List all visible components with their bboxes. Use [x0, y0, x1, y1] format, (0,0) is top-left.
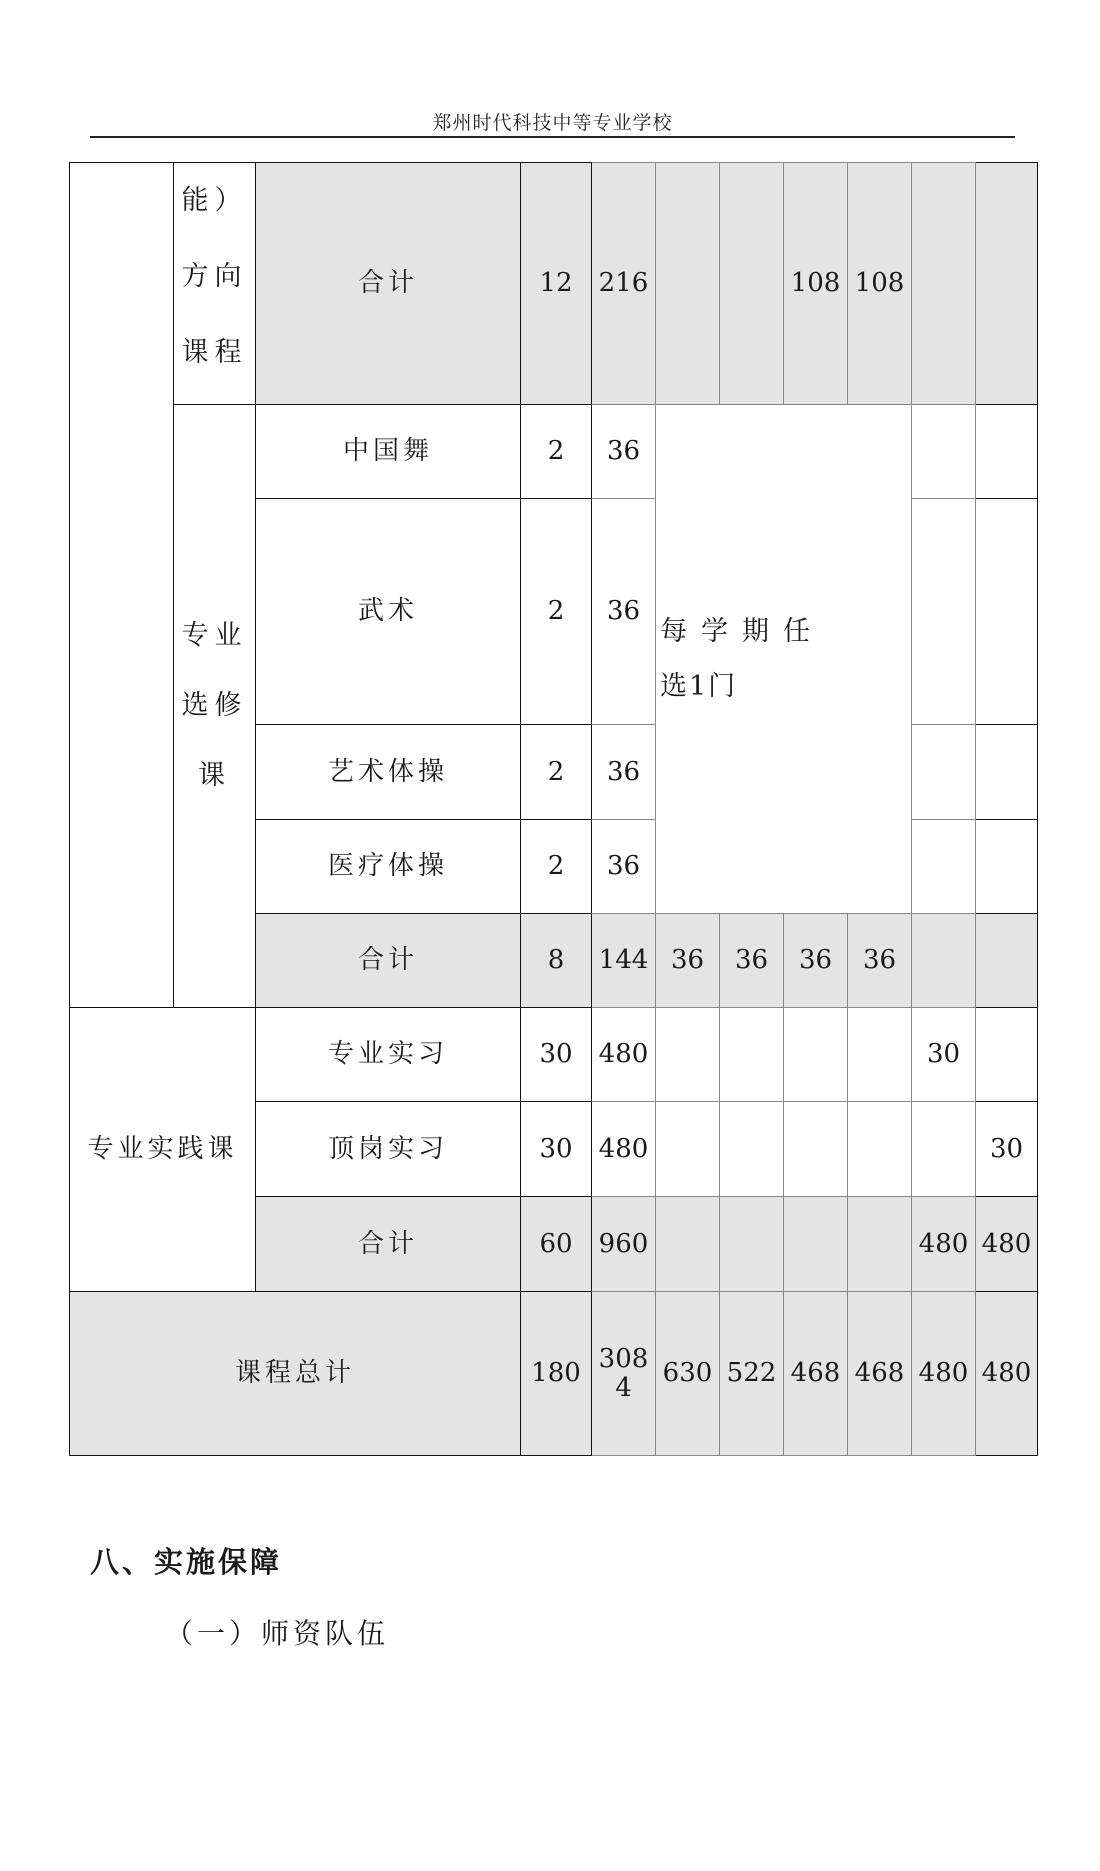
direction-label-line: 方向 — [181, 261, 248, 292]
header-rule — [90, 136, 1015, 138]
semester-5-cell — [912, 1102, 976, 1197]
course-name: 专业实习 — [256, 1008, 521, 1102]
semester-5-cell: 480 — [912, 1197, 976, 1292]
practice-label-cell: 专业实践课 — [70, 1008, 256, 1292]
credits-cell: 30 — [521, 1102, 592, 1197]
hours-cell: 36 — [592, 725, 656, 820]
semester-2-cell — [720, 1197, 784, 1292]
total-label: 合计 — [256, 163, 521, 405]
course-name: 顶岗实习 — [256, 1102, 521, 1197]
practice-course-row — [70, 1008, 1038, 1102]
direction-label-line: 课程 — [181, 337, 248, 368]
semester-4-cell: 468 — [848, 1292, 912, 1456]
semester-4-cell — [848, 1197, 912, 1292]
section-heading: 八、实施保障 — [90, 1545, 283, 1579]
elective-course-row — [70, 405, 1038, 499]
semester-5-cell: 480 — [912, 1292, 976, 1456]
elective-note-line: 选1门 — [660, 671, 738, 702]
elective-label-cell — [174, 405, 256, 1008]
semester-6-cell — [976, 1008, 1038, 1102]
credits-cell: 60 — [521, 1197, 592, 1292]
credits-cell: 2 — [521, 499, 592, 725]
semester-4-cell — [848, 1102, 912, 1197]
semester-5-cell: 30 — [912, 1008, 976, 1102]
elective-label-line: 专业 — [181, 620, 248, 651]
semester-5-cell — [912, 499, 976, 725]
semester-6-cell: 480 — [976, 1197, 1038, 1292]
page-header: 郑州时代科技中等专业学校 — [432, 112, 673, 134]
hours-cell: 480 — [592, 1008, 656, 1102]
hours-cell: 144 — [592, 914, 656, 1008]
semester-1-cell — [656, 1197, 720, 1292]
semester-3-cell — [784, 1197, 848, 1292]
total-label: 合计 — [256, 1197, 521, 1292]
semester-2-cell — [720, 163, 784, 405]
hours-line: 308 — [598, 1343, 649, 1374]
category-column-cell — [70, 163, 174, 1008]
credits-cell: 180 — [521, 1292, 592, 1456]
semester-3-cell: 108 — [784, 163, 848, 405]
semester-1-cell — [656, 1008, 720, 1102]
semester-2-cell — [720, 1102, 784, 1197]
semester-5-cell — [912, 163, 976, 405]
hours-cell — [592, 1292, 656, 1456]
semester-4-cell — [848, 1008, 912, 1102]
credits-cell: 8 — [521, 914, 592, 1008]
semester-6-cell — [976, 820, 1038, 914]
semester-2-cell — [720, 1008, 784, 1102]
semester-5-cell — [912, 914, 976, 1008]
semester-5-cell — [912, 405, 976, 499]
subsection-heading: （一）师资队伍 — [165, 1617, 390, 1650]
semester-6-cell — [976, 725, 1038, 820]
semester-4-cell: 36 — [848, 914, 912, 1008]
grand-total-row — [70, 1292, 1038, 1456]
hours-cell: 36 — [592, 499, 656, 725]
direction-total-row — [70, 163, 1038, 405]
semester-3-cell — [784, 1102, 848, 1197]
semester-3-cell: 468 — [784, 1292, 848, 1456]
semester-4-cell: 108 — [848, 163, 912, 405]
course-name: 武术 — [256, 499, 521, 725]
credits-cell: 12 — [521, 163, 592, 405]
semester-6-cell: 30 — [976, 1102, 1038, 1197]
grand-total-label: 课程总计 — [70, 1292, 521, 1456]
direction-label-line: 能） — [181, 185, 248, 216]
hours-line: 4 — [615, 1372, 632, 1403]
credits-cell: 2 — [521, 725, 592, 820]
elective-note-line: 每学期任 — [660, 616, 824, 647]
semester-6-cell — [976, 499, 1038, 725]
semester-3-cell: 36 — [784, 914, 848, 1008]
semester-6-cell — [976, 405, 1038, 499]
elective-label-line: 选修 — [181, 690, 248, 721]
elective-note-cell — [656, 405, 912, 914]
semester-6-cell — [976, 163, 1038, 405]
hours-cell: 36 — [592, 405, 656, 499]
semester-1-cell — [656, 163, 720, 405]
semester-5-cell — [912, 725, 976, 820]
semester-6-cell — [976, 914, 1038, 1008]
semester-2-cell: 36 — [720, 914, 784, 1008]
curriculum-table — [69, 162, 1038, 1456]
hours-cell: 216 — [592, 163, 656, 405]
direction-label-cell — [174, 163, 256, 405]
semester-1-cell — [656, 1102, 720, 1197]
semester-3-cell — [784, 1008, 848, 1102]
total-label: 合计 — [256, 914, 521, 1008]
course-name: 医疗体操 — [256, 820, 521, 914]
credits-cell: 2 — [521, 405, 592, 499]
hours-cell: 480 — [592, 1102, 656, 1197]
semester-2-cell: 522 — [720, 1292, 784, 1456]
hours-cell: 36 — [592, 820, 656, 914]
hours-cell: 960 — [592, 1197, 656, 1292]
credits-cell: 30 — [521, 1008, 592, 1102]
course-name: 艺术体操 — [256, 725, 521, 820]
elective-label-line: 课 — [198, 760, 231, 791]
semester-1-cell: 36 — [656, 914, 720, 1008]
semester-5-cell — [912, 820, 976, 914]
credits-cell: 2 — [521, 820, 592, 914]
course-name: 中国舞 — [256, 405, 521, 499]
semester-1-cell: 630 — [656, 1292, 720, 1456]
semester-6-cell: 480 — [976, 1292, 1038, 1456]
